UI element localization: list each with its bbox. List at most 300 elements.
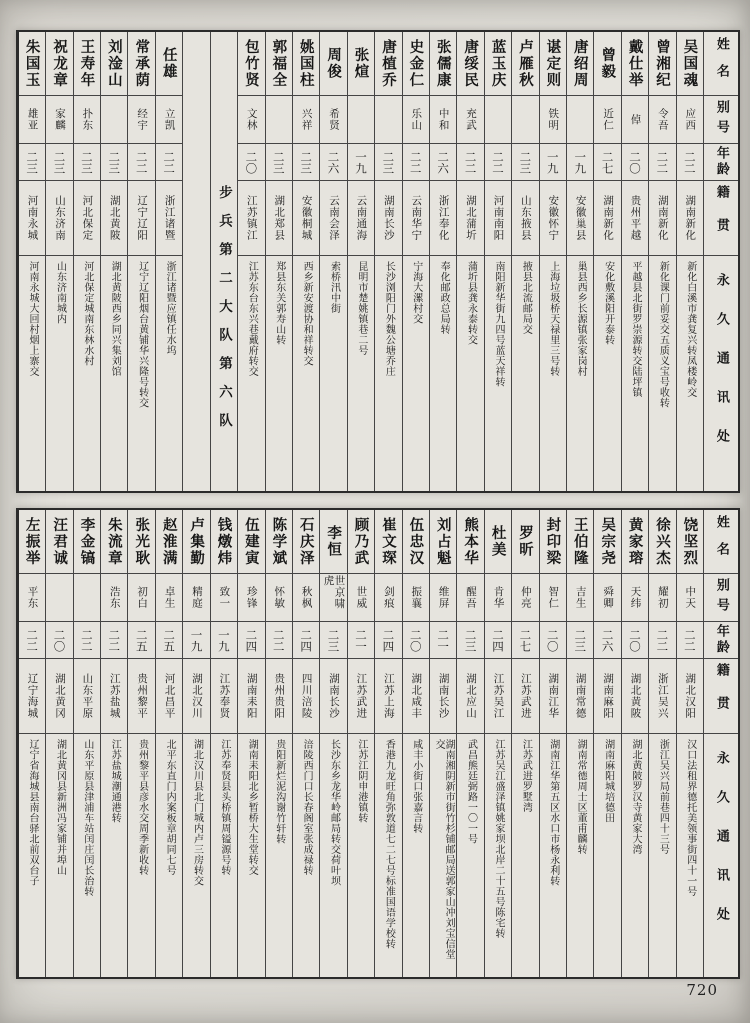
person-address-text: 贵阳新烂泥沟谢竹轩转 bbox=[273, 739, 285, 844]
person-address-text: 江苏武进罗墅湾 bbox=[520, 739, 532, 813]
person-age-text: 二〇 bbox=[244, 150, 259, 174]
person-address bbox=[156, 734, 182, 977]
person-age-text: 二一 bbox=[436, 628, 451, 652]
person-address-text: 湖南耒阳北乡暂桥大生堂转交 bbox=[246, 739, 258, 876]
person-name bbox=[46, 510, 72, 574]
person-name bbox=[540, 32, 566, 96]
person-address bbox=[348, 256, 374, 491]
person-native-place bbox=[649, 659, 675, 734]
person-name-text: 张煊 bbox=[352, 47, 370, 80]
person-column bbox=[347, 510, 374, 977]
person-address-text: 湖南常德周士区董甫麟转 bbox=[575, 739, 587, 855]
person-native-place bbox=[293, 659, 319, 734]
person-native-place bbox=[430, 181, 456, 256]
person-native-place bbox=[238, 181, 264, 256]
person-age bbox=[512, 622, 538, 659]
person-column bbox=[648, 32, 675, 491]
person-age bbox=[430, 144, 456, 181]
person-native-place bbox=[128, 659, 154, 734]
person-name-text: 谌定则 bbox=[544, 38, 562, 89]
header-permanent-address bbox=[704, 734, 738, 977]
person-alias bbox=[403, 574, 429, 622]
person-address-text: 掖县北流邮局交 bbox=[520, 261, 532, 335]
header-age bbox=[704, 622, 738, 659]
person-age bbox=[320, 144, 346, 181]
person-age-text: 二五 bbox=[134, 628, 149, 652]
person-name-text: 顾乃武 bbox=[352, 516, 370, 567]
person-alias-text: 致一 bbox=[218, 586, 231, 609]
person-alias bbox=[485, 574, 511, 622]
person-native-place bbox=[567, 659, 593, 734]
person-age-text: 二四 bbox=[490, 628, 505, 652]
person-age-text: 二〇 bbox=[52, 628, 67, 652]
person-alias-text: 剑痕 bbox=[382, 586, 395, 609]
person-alias-text: 兴祥 bbox=[300, 108, 313, 131]
person-name-text: 王寿年 bbox=[78, 38, 96, 89]
person-name bbox=[512, 32, 538, 96]
person-name-text: 汪君诚 bbox=[51, 516, 69, 567]
person-name-text: 王伯隆 bbox=[571, 516, 589, 567]
person-alias bbox=[649, 574, 675, 622]
person-native-place-text: 山东济南 bbox=[53, 195, 66, 241]
person-age bbox=[238, 144, 264, 181]
person-native-place bbox=[211, 659, 237, 734]
person-age-text: 二〇 bbox=[408, 628, 423, 652]
person-name bbox=[74, 510, 100, 574]
person-name bbox=[485, 510, 511, 574]
person-alias-text: 秋枫 bbox=[300, 586, 313, 609]
person-age bbox=[46, 622, 72, 659]
person-address bbox=[156, 256, 182, 491]
person-name-text: 罗昕 bbox=[516, 525, 534, 558]
person-name-text: 郭福全 bbox=[270, 38, 288, 89]
person-age-text: 二三 bbox=[79, 150, 94, 174]
person-age-text: 二二 bbox=[655, 628, 670, 652]
person-name bbox=[485, 32, 511, 96]
person-age-text: 二四 bbox=[299, 628, 314, 652]
person-address-text: 咸丰小街口张嘉言转 bbox=[410, 739, 422, 834]
person-native-place bbox=[512, 181, 538, 256]
person-age-text: 二六 bbox=[600, 628, 615, 652]
person-address-text: 长沙浏阳门外魏公塘乔庄 bbox=[383, 261, 395, 377]
person-age-text: 一九 bbox=[545, 150, 560, 174]
person-column bbox=[566, 510, 593, 977]
person-name-text: 钱燉炜 bbox=[215, 516, 233, 567]
person-age-text: 一九 bbox=[573, 150, 588, 174]
header-name-text: 姓名 bbox=[713, 36, 729, 91]
person-name bbox=[594, 510, 620, 574]
person-native-place bbox=[485, 659, 511, 734]
person-name bbox=[74, 32, 100, 96]
header-name-text: 姓名 bbox=[713, 514, 729, 569]
person-native-place-text: 湖南长沙 bbox=[382, 195, 395, 241]
person-address bbox=[74, 734, 100, 977]
person-alias-text: 扑东 bbox=[81, 108, 94, 131]
person-native-place-text: 浙江奉化 bbox=[437, 195, 450, 241]
person-native-place-text: 辽宁辽阳 bbox=[136, 195, 149, 241]
header-name bbox=[704, 510, 738, 574]
person-name bbox=[649, 32, 675, 96]
person-address-text: 湖南湘阴新市街竹杉铺邮局送郭家山冲刘宝信堂交 bbox=[433, 739, 455, 960]
person-alias-text: 舜卿 bbox=[602, 586, 615, 609]
person-address-text: 汉口法租界德托美领事街四十一号 bbox=[684, 739, 696, 897]
person-age-text: 二三 bbox=[518, 150, 533, 174]
person-native-place bbox=[266, 181, 292, 256]
person-native-place bbox=[403, 659, 429, 734]
person-age bbox=[622, 144, 648, 181]
person-address-text: 索桥汛中街 bbox=[328, 261, 340, 314]
person-name-text: 唐植乔 bbox=[379, 38, 397, 89]
person-alias bbox=[677, 96, 703, 144]
person-address bbox=[403, 256, 429, 491]
person-age bbox=[594, 622, 620, 659]
person-alias-text: 令吾 bbox=[656, 108, 669, 131]
person-age bbox=[485, 622, 511, 659]
person-age-text: 二七 bbox=[518, 628, 533, 652]
person-alias-text: 近仁 bbox=[602, 108, 615, 131]
person-column bbox=[484, 32, 511, 491]
person-column bbox=[73, 510, 100, 977]
person-age-text: 二二 bbox=[79, 628, 94, 652]
person-address-text: 宁海大漯村交 bbox=[410, 261, 422, 324]
person-age bbox=[403, 622, 429, 659]
person-column bbox=[127, 32, 154, 491]
person-address-text: 巢县西乡长源镇张家岗村 bbox=[575, 261, 587, 377]
person-address-text: 浙江吴兴局前巷四十三号 bbox=[657, 739, 669, 855]
person-name bbox=[375, 32, 401, 96]
person-native-place-text: 云南华宁 bbox=[410, 195, 423, 241]
person-column bbox=[237, 32, 264, 491]
person-native-place-text: 湖南常德 bbox=[574, 673, 587, 719]
person-column bbox=[374, 32, 401, 491]
person-alias-text: 立凯 bbox=[163, 108, 176, 131]
person-native-place-text: 云南会泽 bbox=[328, 195, 341, 241]
person-address bbox=[128, 734, 154, 977]
person-name bbox=[594, 32, 620, 96]
person-address-text: 西乡新安渡协和祥转交 bbox=[301, 261, 313, 366]
person-native-place-text: 江苏武进 bbox=[519, 673, 532, 719]
person-native-place-text: 河北保定 bbox=[81, 195, 94, 241]
person-alias-text: 乐山 bbox=[410, 108, 423, 131]
person-alias bbox=[46, 96, 72, 144]
header-alias bbox=[704, 574, 738, 622]
person-age-text: 二七 bbox=[600, 150, 615, 174]
row-header-column bbox=[703, 32, 738, 491]
person-address bbox=[19, 256, 45, 491]
person-column bbox=[621, 32, 648, 491]
person-alias bbox=[46, 574, 72, 622]
person-native-place-text: 湖北郑县 bbox=[273, 195, 286, 241]
person-age-text: 二三 bbox=[463, 628, 478, 652]
person-address-text: 辽宁辽阳烟台黄铺华兴隆号转交 bbox=[136, 261, 148, 408]
person-alias-text: 精庭 bbox=[190, 586, 203, 609]
person-alias-text: 智仁 bbox=[547, 586, 560, 609]
person-age-text: 二四 bbox=[381, 628, 396, 652]
person-address bbox=[457, 734, 483, 977]
person-native-place bbox=[46, 659, 72, 734]
person-address bbox=[46, 256, 72, 491]
person-name bbox=[540, 510, 566, 574]
person-alias-text: 浩东 bbox=[108, 586, 121, 609]
person-name-text: 李金镐 bbox=[78, 516, 96, 567]
person-alias-text: 中天 bbox=[684, 586, 697, 609]
person-column bbox=[210, 510, 237, 977]
person-native-place-text: 湖北蒲圻 bbox=[465, 195, 478, 241]
person-name-text: 蓝玉庆 bbox=[489, 38, 507, 89]
person-age bbox=[74, 622, 100, 659]
person-column bbox=[45, 510, 72, 977]
person-alias bbox=[128, 96, 154, 144]
person-address-text: 南阳新华街九四号蓝天祥转 bbox=[492, 261, 504, 387]
person-address-text: 江苏江阴申港镇转 bbox=[355, 739, 367, 823]
person-name bbox=[649, 510, 675, 574]
person-address bbox=[266, 734, 292, 977]
person-age bbox=[320, 622, 346, 659]
person-age bbox=[512, 144, 538, 181]
person-address-text: 山东济南城内 bbox=[54, 261, 66, 324]
person-address bbox=[457, 256, 483, 491]
person-native-place bbox=[46, 181, 72, 256]
person-address bbox=[622, 734, 648, 977]
person-age-text: 一九 bbox=[353, 150, 368, 174]
person-age-text: 二三 bbox=[271, 150, 286, 174]
person-native-place-text: 湖北黄冈 bbox=[53, 673, 66, 719]
person-native-place-text: 河北昌平 bbox=[163, 673, 176, 719]
person-native-place bbox=[677, 181, 703, 256]
person-address-text: 湖南江华第五区水口市杨永利转 bbox=[547, 739, 559, 886]
person-alias-text: 振襄 bbox=[410, 586, 423, 609]
person-alias-text: 平东 bbox=[26, 586, 39, 609]
person-name bbox=[375, 510, 401, 574]
person-alias bbox=[403, 96, 429, 144]
person-age-text: 二〇 bbox=[628, 628, 643, 652]
person-native-place-text: 江苏奉贤 bbox=[218, 673, 231, 719]
person-native-place bbox=[485, 181, 511, 256]
person-column bbox=[539, 510, 566, 977]
person-native-place bbox=[19, 181, 45, 256]
person-name bbox=[101, 32, 127, 96]
person-age bbox=[74, 144, 100, 181]
person-native-place-text: 安徽桐城 bbox=[300, 195, 313, 241]
person-native-place-text: 安徽巢县 bbox=[574, 195, 587, 241]
person-name-text: 石庆泽 bbox=[297, 516, 315, 567]
person-column bbox=[593, 510, 620, 977]
person-address-text: 河南永城大回村烟上寨交 bbox=[27, 261, 39, 377]
person-name bbox=[403, 510, 429, 574]
person-name bbox=[677, 510, 703, 574]
person-name-text: 伍建寅 bbox=[242, 516, 260, 567]
person-age bbox=[649, 144, 675, 181]
person-age bbox=[128, 144, 154, 181]
header-age bbox=[704, 144, 738, 181]
person-name bbox=[101, 510, 127, 574]
person-address bbox=[430, 256, 456, 491]
person-name bbox=[19, 510, 45, 574]
person-age bbox=[183, 622, 209, 659]
person-address bbox=[403, 734, 429, 977]
person-age bbox=[457, 144, 483, 181]
person-address bbox=[375, 256, 401, 491]
person-address-text: 浙江诸暨应镇任水坞 bbox=[164, 261, 176, 356]
person-alias bbox=[320, 96, 346, 144]
person-address-text: 香港九龙旺角弥敦道七二七号标准国语学校转 bbox=[383, 739, 395, 949]
person-alias bbox=[128, 574, 154, 622]
person-native-place bbox=[540, 659, 566, 734]
person-column bbox=[19, 510, 45, 977]
person-alias-text: 初白 bbox=[136, 586, 149, 609]
person-address bbox=[293, 256, 319, 491]
person-name bbox=[677, 32, 703, 96]
person-address-text: 奉化邮政总局转 bbox=[438, 261, 450, 335]
person-age bbox=[266, 144, 292, 181]
person-name-text: 史金仁 bbox=[407, 38, 425, 89]
person-name bbox=[567, 510, 593, 574]
person-age-text: 二〇 bbox=[545, 628, 560, 652]
person-column bbox=[429, 510, 456, 977]
person-alias bbox=[156, 96, 182, 144]
header-permanent-address-text: 永久通讯处 bbox=[713, 273, 729, 468]
person-native-place bbox=[403, 181, 429, 256]
person-name-text: 周俊 bbox=[325, 47, 343, 80]
person-age-text: 二三 bbox=[299, 150, 314, 174]
person-name bbox=[622, 32, 648, 96]
person-age-text: 二二 bbox=[490, 150, 505, 174]
person-native-place-text: 辽宁海城 bbox=[26, 673, 39, 719]
person-alias-text: 充武 bbox=[465, 108, 478, 131]
person-alias bbox=[266, 96, 292, 144]
person-name-text: 熊本华 bbox=[462, 516, 480, 567]
person-native-place bbox=[512, 659, 538, 734]
person-native-place-text: 安徽怀宁 bbox=[547, 195, 560, 241]
person-address-text: 江苏盐城潮通港转 bbox=[109, 739, 121, 823]
person-native-place-text: 湖南新化 bbox=[602, 195, 615, 241]
person-alias bbox=[512, 574, 538, 622]
person-native-place bbox=[622, 659, 648, 734]
header-native-place-text: 籍贯 bbox=[713, 663, 729, 729]
person-alias-text: 天纬 bbox=[629, 586, 642, 609]
person-alias bbox=[457, 574, 483, 622]
person-name-text: 伍忠汉 bbox=[407, 516, 425, 567]
person-address-text: 河北保定城南东林水村 bbox=[81, 261, 93, 366]
person-column bbox=[539, 32, 566, 491]
person-native-place-text: 贵州贵阳 bbox=[273, 673, 286, 719]
person-name-text: 张光耿 bbox=[133, 516, 151, 567]
person-address-text: 江苏奉贤县头桥镇周镒源号转 bbox=[218, 739, 230, 876]
person-name-text: 封印梁 bbox=[544, 516, 562, 567]
person-native-place bbox=[156, 181, 182, 256]
person-address bbox=[567, 256, 593, 491]
person-address bbox=[101, 734, 127, 977]
person-name-text: 崔文琛 bbox=[379, 516, 397, 567]
person-address bbox=[622, 256, 648, 491]
person-address bbox=[101, 256, 127, 491]
header-permanent-address bbox=[704, 256, 738, 491]
person-address bbox=[677, 734, 703, 977]
person-name-text: 张儒康 bbox=[434, 38, 452, 89]
person-address bbox=[512, 256, 538, 491]
person-age bbox=[348, 144, 374, 181]
person-native-place-text: 湖南长沙 bbox=[328, 673, 341, 719]
person-name-text: 赵淮满 bbox=[160, 516, 178, 567]
person-alias bbox=[266, 574, 292, 622]
person-age bbox=[238, 622, 264, 659]
person-alias bbox=[567, 574, 593, 622]
person-address-text: 涪陵西门口长春阁室张成禄转 bbox=[301, 739, 313, 876]
person-column bbox=[456, 510, 483, 977]
person-column bbox=[456, 32, 483, 491]
person-column bbox=[319, 32, 346, 491]
person-alias bbox=[375, 574, 401, 622]
person-age bbox=[266, 622, 292, 659]
person-alias-text: 肯华 bbox=[492, 586, 505, 609]
person-native-place-text: 浙江吴兴 bbox=[656, 673, 669, 719]
person-native-place-text: 浙江诸暨 bbox=[163, 195, 176, 241]
header-native-place bbox=[704, 181, 738, 256]
person-native-place-text: 贵州黎平 bbox=[136, 673, 149, 719]
person-age-text: 二三 bbox=[326, 628, 341, 652]
person-column bbox=[676, 32, 703, 491]
person-alias bbox=[320, 574, 346, 622]
person-alias bbox=[375, 96, 401, 144]
person-alias-text: 希贤 bbox=[328, 108, 341, 131]
person-column bbox=[347, 32, 374, 491]
person-column bbox=[155, 510, 182, 977]
person-native-place-text: 湖北汉川 bbox=[190, 673, 203, 719]
person-age-text: 二三 bbox=[573, 628, 588, 652]
person-age bbox=[19, 622, 45, 659]
person-alias bbox=[512, 96, 538, 144]
empty-cell bbox=[183, 32, 209, 491]
person-alias-text: 珍锋 bbox=[245, 586, 258, 609]
person-name bbox=[512, 510, 538, 574]
header-alias bbox=[704, 96, 738, 144]
person-name-text: 黄家瑢 bbox=[626, 516, 644, 567]
person-alias-text: 维屏 bbox=[437, 586, 450, 609]
person-age bbox=[567, 144, 593, 181]
person-address bbox=[348, 734, 374, 977]
person-age bbox=[540, 622, 566, 659]
person-age-text: 二二 bbox=[162, 150, 177, 174]
person-age bbox=[594, 144, 620, 181]
person-name-text: 朱流章 bbox=[105, 516, 123, 567]
person-address-text: 平越县北街罗崇源转交陆坪镇 bbox=[629, 261, 641, 398]
person-name bbox=[457, 510, 483, 574]
person-native-place-text: 湖北应山 bbox=[465, 673, 478, 719]
person-address bbox=[649, 256, 675, 491]
person-native-place bbox=[266, 659, 292, 734]
person-name-text: 刘淦山 bbox=[105, 38, 123, 89]
person-native-place-text: 江苏盐城 bbox=[108, 673, 121, 719]
person-address bbox=[293, 734, 319, 977]
person-column bbox=[621, 510, 648, 977]
person-age-text: 二〇 bbox=[628, 150, 643, 174]
person-native-place bbox=[183, 659, 209, 734]
person-age-text: 一九 bbox=[216, 628, 231, 652]
person-native-place-text: 湖北汉阳 bbox=[684, 673, 697, 719]
person-age-text: 二二 bbox=[408, 150, 423, 174]
person-name-text: 杜美 bbox=[489, 525, 507, 558]
person-name-text: 祝龙章 bbox=[51, 38, 69, 89]
header-native-place bbox=[704, 659, 738, 734]
person-column bbox=[100, 510, 127, 977]
person-name bbox=[238, 32, 264, 96]
person-age bbox=[430, 622, 456, 659]
person-alias-text: 怀敏 bbox=[273, 586, 286, 609]
person-age bbox=[293, 622, 319, 659]
person-address-text: 长沙东乡龙华岭邮局转交荷叶坝 bbox=[328, 739, 340, 886]
person-name-text: 唐绥民 bbox=[462, 38, 480, 89]
person-age-text: 二三 bbox=[25, 150, 40, 174]
